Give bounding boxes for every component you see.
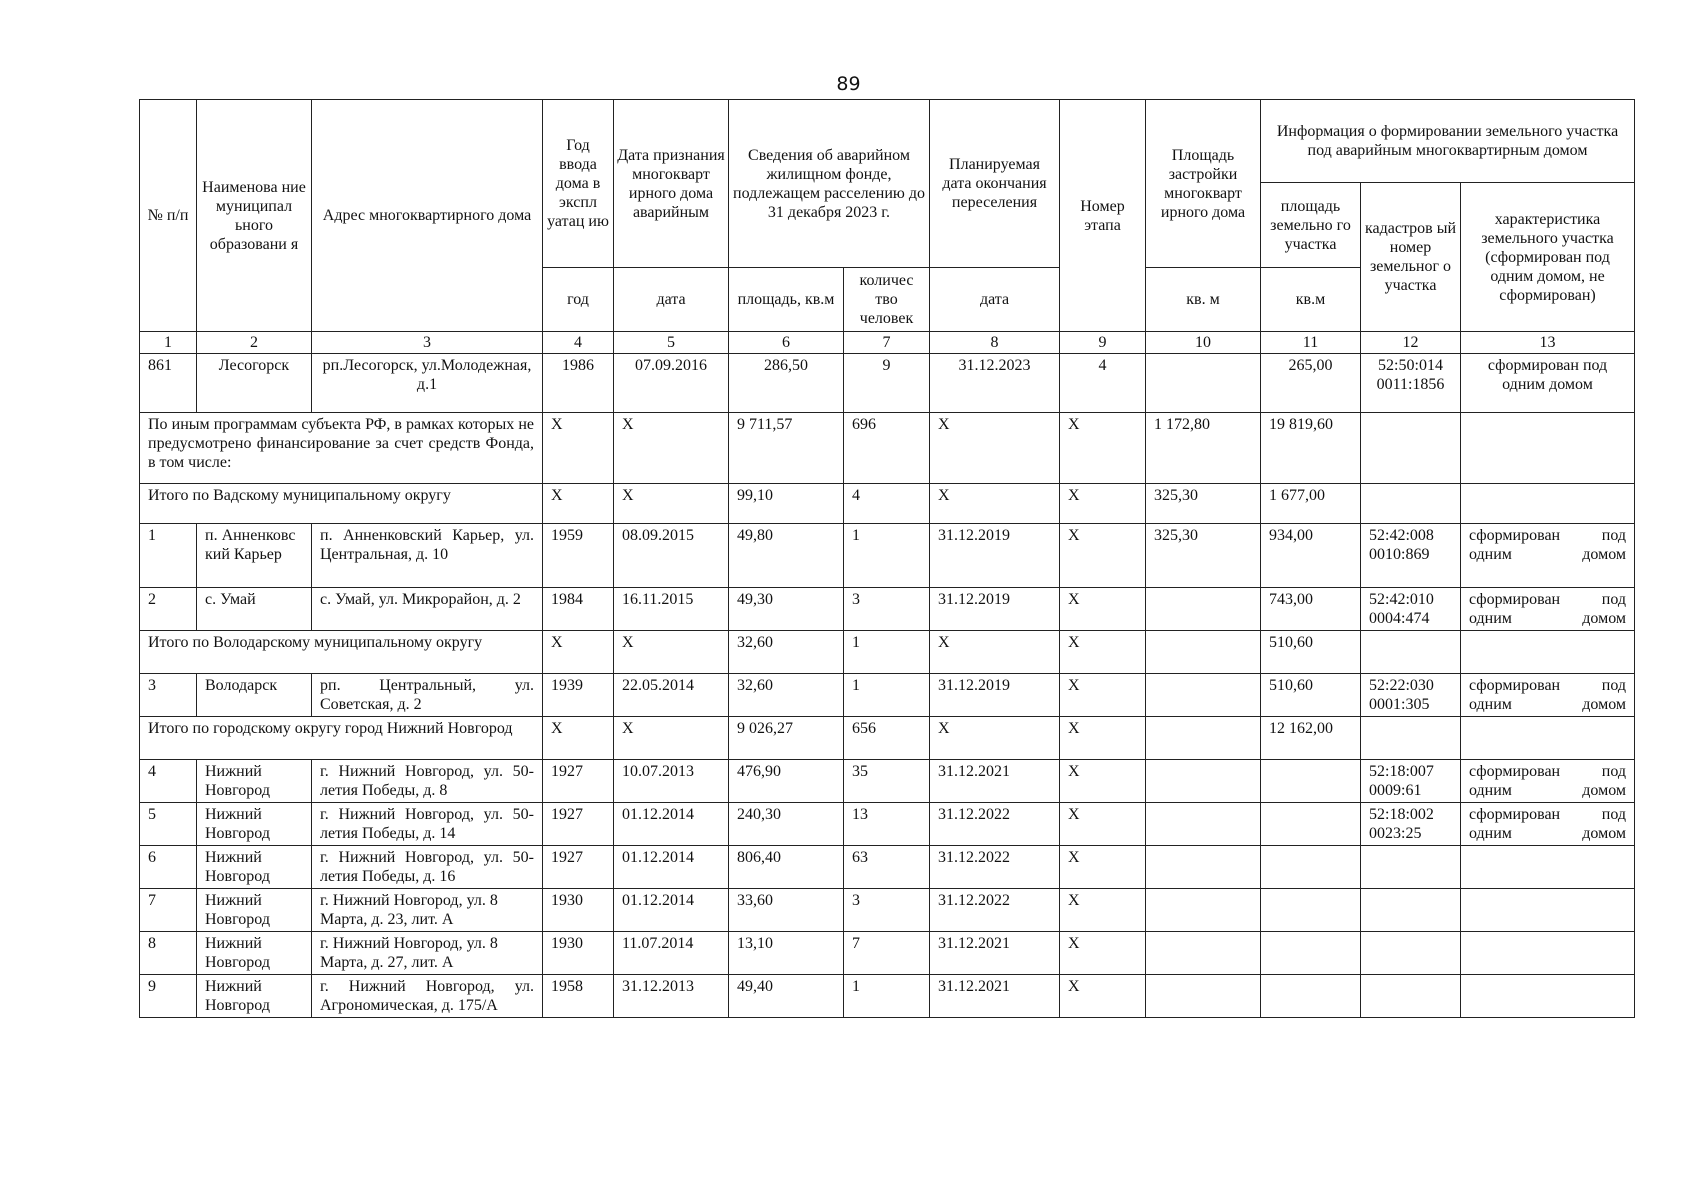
cell-stage: Х <box>1060 760 1146 803</box>
cell-stage: Х <box>1060 484 1146 524</box>
cell-address: г. Нижний Новгород, ул. Агрономическая, д. 175/А <box>312 975 543 1018</box>
column-number: 2 <box>197 332 312 354</box>
unit-year: год <box>543 268 614 332</box>
cell-address: рп. Центральный, ул. Советская, д. 2 <box>312 674 543 717</box>
cell-stage: Х <box>1060 674 1146 717</box>
column-number: 13 <box>1461 332 1635 354</box>
summary-label: Итого по городскому округу город Нижний Новгород <box>140 717 543 760</box>
header-col-planned-date: Планируемая дата окончания переселения <box>930 100 1060 268</box>
cell-characteristic <box>1461 484 1635 524</box>
page-number: 89 <box>836 73 861 95</box>
cell-stage: Х <box>1060 588 1146 631</box>
column-number: 4 <box>543 332 614 354</box>
cell-cadastral <box>1361 932 1461 975</box>
cell-plan-date: 31.12.2019 <box>930 588 1060 631</box>
cell-plan-date: 31.12.2019 <box>930 674 1060 717</box>
cell-people: 656 <box>844 717 930 760</box>
cell-stage: 4 <box>1060 354 1146 413</box>
cell-cadastral <box>1361 631 1461 674</box>
cell-address: г. Нижний Новгород, ул. 50-летия Победы, д. 8 <box>312 760 543 803</box>
table-row <box>140 354 1635 413</box>
header-col-characteristic: характеристика земельного участка (сформирован под одним домом, не сформирован) <box>1461 183 1635 332</box>
emergency-housing-table <box>139 99 1635 1018</box>
cell-land-area: 510,60 <box>1261 631 1361 674</box>
unit-area: площадь, кв.м <box>729 268 844 332</box>
table-row <box>140 975 1635 1018</box>
cell-area: 99,10 <box>729 484 844 524</box>
cell-build-area <box>1146 588 1261 631</box>
cell-date: 01.12.2014 <box>614 846 729 889</box>
column-number: 1 <box>140 332 197 354</box>
cell-land-area: 19 819,60 <box>1261 413 1361 484</box>
cell-municipality: Нижний Новгород <box>197 803 312 846</box>
column-number: 10 <box>1146 332 1261 354</box>
cell-people: 1 <box>844 524 930 588</box>
cell-area: 9 711,57 <box>729 413 844 484</box>
cell-plan-date: 31.12.2021 <box>930 975 1060 1018</box>
cell-characteristic <box>1461 631 1635 674</box>
cell-area: 32,60 <box>729 631 844 674</box>
cell-stage: Х <box>1060 975 1146 1018</box>
table-row <box>140 674 1635 717</box>
cell-date: 11.07.2014 <box>614 932 729 975</box>
summary-row <box>140 631 1635 674</box>
cell-area: 476,90 <box>729 760 844 803</box>
cell-characteristic: сформирован под одним домом <box>1461 674 1635 717</box>
summary-label: По иным программам субъекта РФ, в рамках которых не предусмотрено финансирование за счет средств Фонда, в том числе: <box>140 413 543 484</box>
column-number: 8 <box>930 332 1060 354</box>
summary-row <box>140 717 1635 760</box>
header-col-housing-info: Сведения об аварийном жилищном фонде, подлежащем расселению до 31 декабря 2023 г. <box>729 100 930 268</box>
cell-area: 49,80 <box>729 524 844 588</box>
cell-date: 10.07.2013 <box>614 760 729 803</box>
unit-build-area: кв. м <box>1146 268 1261 332</box>
cell-year: Х <box>543 631 614 674</box>
cell-people: 3 <box>844 889 930 932</box>
header-col-number: № п/п <box>140 100 197 332</box>
cell-date: Х <box>614 413 729 484</box>
cell-characteristic <box>1461 932 1635 975</box>
cell-build-area <box>1146 760 1261 803</box>
cell-characteristic: сформирован под одним домом <box>1461 803 1635 846</box>
cell-area: 49,40 <box>729 975 844 1018</box>
cell-year: 1930 <box>543 932 614 975</box>
header-col-land-area: площадь земельно го участка <box>1261 183 1361 268</box>
cell-year: 1939 <box>543 674 614 717</box>
cell-build-area <box>1146 631 1261 674</box>
cell-area: 286,50 <box>729 354 844 413</box>
cell-date: 01.12.2014 <box>614 803 729 846</box>
cell-municipality: с. Умай <box>197 588 312 631</box>
cell-num: 7 <box>140 889 197 932</box>
cell-cadastral <box>1361 717 1461 760</box>
cell-date: Х <box>614 484 729 524</box>
cell-land-area: 743,00 <box>1261 588 1361 631</box>
cell-build-area: 325,30 <box>1146 524 1261 588</box>
cell-date: 16.11.2015 <box>614 588 729 631</box>
cell-year: Х <box>543 484 614 524</box>
cell-plan-date: 31.12.2022 <box>930 889 1060 932</box>
cell-year: Х <box>543 413 614 484</box>
cell-municipality: Нижний Новгород <box>197 975 312 1018</box>
cell-num: 8 <box>140 932 197 975</box>
summary-row <box>140 413 1635 484</box>
cell-stage: Х <box>1060 717 1146 760</box>
cell-municipality: п. Анненковс кий Карьер <box>197 524 312 588</box>
cell-date: 01.12.2014 <box>614 889 729 932</box>
cell-build-area <box>1146 975 1261 1018</box>
cell-year: 1927 <box>543 846 614 889</box>
cell-num: 3 <box>140 674 197 717</box>
cell-year: 1984 <box>543 588 614 631</box>
cell-plan-date: Х <box>930 413 1060 484</box>
cell-land-area <box>1261 975 1361 1018</box>
table-row <box>140 803 1635 846</box>
cell-year: 1927 <box>543 803 614 846</box>
cell-date: 31.12.2013 <box>614 975 729 1018</box>
cell-build-area <box>1146 354 1261 413</box>
unit-people: количес тво человек <box>844 268 930 332</box>
cell-cadastral <box>1361 413 1461 484</box>
cell-characteristic: сформирован под одним домом <box>1461 524 1635 588</box>
cell-plan-date: Х <box>930 717 1060 760</box>
cell-municipality: Нижний Новгород <box>197 932 312 975</box>
cell-year: 1958 <box>543 975 614 1018</box>
cell-people: 696 <box>844 413 930 484</box>
cell-date: Х <box>614 717 729 760</box>
summary-row <box>140 484 1635 524</box>
cell-address: г. Нижний Новгород, ул. 50-летия Победы, д. 16 <box>312 846 543 889</box>
cell-date: 08.09.2015 <box>614 524 729 588</box>
cell-land-area <box>1261 889 1361 932</box>
table-row <box>140 760 1635 803</box>
cell-municipality: Нижний Новгород <box>197 889 312 932</box>
column-number: 3 <box>312 332 543 354</box>
cell-cadastral: 52:42:010 0004:474 <box>1361 588 1461 631</box>
cell-stage: Х <box>1060 932 1146 975</box>
cell-cadastral <box>1361 846 1461 889</box>
cell-area: 240,30 <box>729 803 844 846</box>
cell-stage: Х <box>1060 889 1146 932</box>
header-col-stage: Номер этапа <box>1060 100 1146 332</box>
cell-address: п. Анненковский Карьер, ул. Центральная, д. 10 <box>312 524 543 588</box>
column-number: 5 <box>614 332 729 354</box>
cell-address: рп.Лесогорск, ул.Молодежная, д.1 <box>312 354 543 413</box>
cell-plan-date: 31.12.2022 <box>930 846 1060 889</box>
cell-land-area: 1 677,00 <box>1261 484 1361 524</box>
cell-date: 07.09.2016 <box>614 354 729 413</box>
cell-municipality: Нижний Новгород <box>197 760 312 803</box>
cell-people: 13 <box>844 803 930 846</box>
cell-address: г. Нижний Новгород, ул. 8 Марта, д. 27, лит. А <box>312 932 543 975</box>
cell-characteristic: сформирован под одним домом <box>1461 760 1635 803</box>
cell-stage: Х <box>1060 524 1146 588</box>
header-col-address: Адрес многоквартирного дома <box>312 100 543 332</box>
table-row <box>140 524 1635 588</box>
cell-build-area <box>1146 717 1261 760</box>
cell-year: 1927 <box>543 760 614 803</box>
cell-num: 9 <box>140 975 197 1018</box>
cell-area: 32,60 <box>729 674 844 717</box>
unit-plan-date: дата <box>930 268 1060 332</box>
cell-land-area: 934,00 <box>1261 524 1361 588</box>
table-row <box>140 932 1635 975</box>
cell-num: 4 <box>140 760 197 803</box>
cell-cadastral: 52:22:030 0001:305 <box>1361 674 1461 717</box>
cell-municipality: Володарск <box>197 674 312 717</box>
cell-land-area: 265,00 <box>1261 354 1361 413</box>
cell-date: 22.05.2014 <box>614 674 729 717</box>
cell-build-area: 1 172,80 <box>1146 413 1261 484</box>
cell-build-area <box>1146 803 1261 846</box>
cell-area: 49,30 <box>729 588 844 631</box>
cell-stage: Х <box>1060 803 1146 846</box>
cell-land-area <box>1261 803 1361 846</box>
cell-plan-date: Х <box>930 484 1060 524</box>
cell-area: 13,10 <box>729 932 844 975</box>
column-number: 7 <box>844 332 930 354</box>
column-number: 9 <box>1060 332 1146 354</box>
cell-num: 2 <box>140 588 197 631</box>
cell-people: 35 <box>844 760 930 803</box>
cell-people: 1 <box>844 631 930 674</box>
cell-people: 9 <box>844 354 930 413</box>
cell-cadastral: 52:18:002 0023:25 <box>1361 803 1461 846</box>
cell-people: 3 <box>844 588 930 631</box>
column-number-row <box>140 332 1635 354</box>
cell-cadastral: 52:42:008 0010:869 <box>1361 524 1461 588</box>
table-row <box>140 889 1635 932</box>
cell-plan-date: Х <box>930 631 1060 674</box>
cell-num: 5 <box>140 803 197 846</box>
cell-people: 63 <box>844 846 930 889</box>
cell-area: 33,60 <box>729 889 844 932</box>
header-col-year: Год ввода дома в экспл уатац ию <box>543 100 614 268</box>
cell-land-area <box>1261 846 1361 889</box>
column-number: 12 <box>1361 332 1461 354</box>
cell-build-area <box>1146 846 1261 889</box>
column-number: 6 <box>729 332 844 354</box>
cell-people: 7 <box>844 932 930 975</box>
cell-land-area <box>1261 760 1361 803</box>
cell-build-area <box>1146 674 1261 717</box>
cell-num: 861 <box>140 354 197 413</box>
cell-plan-date: 31.12.2023 <box>930 354 1060 413</box>
cell-people: 1 <box>844 674 930 717</box>
cell-characteristic <box>1461 846 1635 889</box>
cell-year: 1959 <box>543 524 614 588</box>
cell-land-area: 510,60 <box>1261 674 1361 717</box>
header-col-build-area: Площадь застройки многокварт ирного дома <box>1146 100 1261 268</box>
cell-stage: Х <box>1060 631 1146 674</box>
cell-people: 4 <box>844 484 930 524</box>
column-number: 11 <box>1261 332 1361 354</box>
cell-stage: Х <box>1060 846 1146 889</box>
cell-address: г. Нижний Новгород, ул. 8 Марта, д. 23, лит. А <box>312 889 543 932</box>
cell-plan-date: 31.12.2022 <box>930 803 1060 846</box>
cell-cadastral <box>1361 484 1461 524</box>
cell-num: 6 <box>140 846 197 889</box>
unit-date: дата <box>614 268 729 332</box>
cell-area: 806,40 <box>729 846 844 889</box>
summary-label: Итого по Вадскому муниципальному округу <box>140 484 543 524</box>
header-col-land-info: Информация о формировании земельного участка под аварийным многоквартирным домом <box>1261 100 1635 183</box>
cell-land-area <box>1261 932 1361 975</box>
cell-characteristic <box>1461 975 1635 1018</box>
cell-cadastral: 52:18:007 0009:61 <box>1361 760 1461 803</box>
cell-characteristic: сформирован под одним домом <box>1461 354 1635 413</box>
cell-num: 1 <box>140 524 197 588</box>
cell-plan-date: 31.12.2021 <box>930 932 1060 975</box>
table-row <box>140 846 1635 889</box>
cell-date: Х <box>614 631 729 674</box>
cell-year: 1986 <box>543 354 614 413</box>
cell-land-area: 12 162,00 <box>1261 717 1361 760</box>
cell-cadastral <box>1361 889 1461 932</box>
cell-address: г. Нижний Новгород, ул. 50-летия Победы, д. 14 <box>312 803 543 846</box>
cell-address: с. Умай, ул. Микрорайон, д. 2 <box>312 588 543 631</box>
cell-characteristic: сформирован под одним домом <box>1461 588 1635 631</box>
cell-build-area <box>1146 889 1261 932</box>
cell-plan-date: 31.12.2019 <box>930 524 1060 588</box>
cell-stage: Х <box>1060 413 1146 484</box>
cell-people: 1 <box>844 975 930 1018</box>
cell-cadastral: 52:50:014 0011:1856 <box>1361 354 1461 413</box>
cell-build-area <box>1146 932 1261 975</box>
header-col-recognition-date: Дата признания многокварт ирного дома аварийным <box>614 100 729 268</box>
cell-characteristic <box>1461 413 1635 484</box>
cell-plan-date: 31.12.2021 <box>930 760 1060 803</box>
cell-build-area: 325,30 <box>1146 484 1261 524</box>
unit-land-area: кв.м <box>1261 268 1361 332</box>
table-row <box>140 588 1635 631</box>
cell-municipality: Нижний Новгород <box>197 846 312 889</box>
cell-year: 1930 <box>543 889 614 932</box>
cell-cadastral <box>1361 975 1461 1018</box>
summary-label: Итого по Володарскому муниципальному округу <box>140 631 543 674</box>
header-col-cadastral: кадастров ый номер земельног о участка <box>1361 183 1461 332</box>
cell-characteristic <box>1461 889 1635 932</box>
cell-year: Х <box>543 717 614 760</box>
cell-area: 9 026,27 <box>729 717 844 760</box>
cell-characteristic <box>1461 717 1635 760</box>
cell-municipality: Лесогорск <box>197 354 312 413</box>
header-col-municipality: Наименова ние муниципал ьного образовани я <box>197 100 312 332</box>
